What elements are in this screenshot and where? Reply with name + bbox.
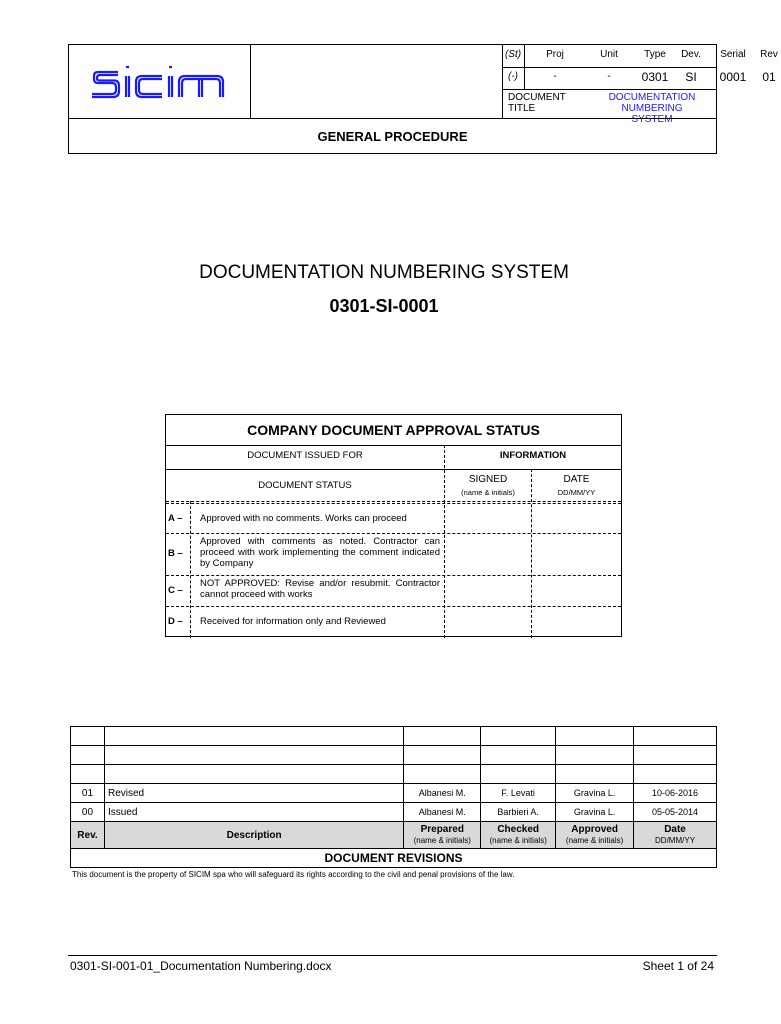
- checked-cell: Barbieri A.: [481, 803, 556, 822]
- code-label-unit: Unit: [600, 49, 618, 60]
- revisions-header-row: [71, 822, 717, 849]
- revision-row: [71, 784, 717, 803]
- approved-header-sub: (name & initials): [565, 836, 624, 845]
- letter-column-divider: [190, 501, 191, 638]
- signed-label: SIGNED: [468, 474, 508, 485]
- row-divider: [166, 533, 621, 534]
- approved-header: [556, 822, 634, 849]
- description-cell: Issued: [104, 803, 403, 822]
- code-value-st: (-): [508, 71, 518, 82]
- code-value-serial: 0001: [719, 70, 747, 84]
- rev-header: [71, 822, 105, 849]
- revisions-grid: [70, 726, 717, 868]
- status-text-a: Approved with no comments. Works can proceed: [200, 513, 407, 524]
- rev-cell: 00: [71, 803, 105, 822]
- property-note: This document is the property of SICIM spa who will safeguard its rights according to the civil and penal provisions of the law.: [72, 870, 515, 879]
- prepared-cell: Albanesi M.: [404, 803, 481, 822]
- status-text-b: Approved with comments as noted. Contractor can proceed with work implementing the comment indicated by Company: [200, 536, 440, 569]
- document-revisions-label: DOCUMENT REVISIONS: [71, 849, 717, 868]
- row-divider: [166, 575, 621, 576]
- code-label-dev: Dev.: [681, 49, 701, 60]
- row-divider: [166, 501, 621, 502]
- rev-cell: [71, 727, 105, 746]
- checked-header-sub: (name & initials): [489, 836, 547, 845]
- footer-divider: [68, 955, 717, 956]
- code-label-proj: Proj: [546, 49, 564, 60]
- rev-cell: [71, 746, 105, 765]
- approved-cell: Gravina L.: [556, 784, 634, 803]
- row-divider: [166, 606, 621, 607]
- approved-header-label: Approved: [571, 824, 618, 835]
- document-code: 0301-SI-0001: [329, 296, 439, 316]
- checked-cell: F. Levati: [481, 784, 556, 803]
- approved-cell: [556, 727, 634, 746]
- code-row-separator: [502, 89, 717, 90]
- date-sublabel: DD/MM/YY: [557, 488, 596, 497]
- code-value-rev: 01: [762, 70, 776, 84]
- row-divider: [166, 503, 621, 504]
- blank-header-cell: [250, 45, 503, 118]
- status-letter-c: C –: [168, 585, 183, 596]
- approved-cell: [556, 765, 634, 784]
- revisions-footer-row: [71, 849, 717, 868]
- prepared-cell: [404, 746, 481, 765]
- revision-row: [71, 803, 717, 822]
- date-header: [634, 822, 717, 849]
- footer-sheet-number: Sheet 1 of 24: [642, 959, 714, 973]
- description-cell: Revised: [104, 784, 403, 803]
- footer-filename: 0301-SI-001-01_Documentation Numbering.docx: [70, 959, 332, 973]
- prepared-cell: [404, 727, 481, 746]
- rev-header-label: Rev.: [77, 829, 98, 841]
- column-divider: [531, 469, 532, 638]
- code-label-st: (St): [504, 49, 522, 60]
- code-value-dev: SI: [685, 70, 697, 84]
- description-cell: [104, 746, 403, 765]
- description-cell: [104, 765, 403, 784]
- revision-row: [71, 727, 717, 746]
- revision-row: [71, 765, 717, 784]
- document-code-grid: [502, 45, 778, 125]
- document-status-label: DOCUMENT STATUS: [258, 480, 352, 491]
- document-title-value: DOCUMENTATION NUMBERING SYSTEM: [608, 92, 696, 125]
- logo-cell: [69, 45, 251, 118]
- code-label-type: Type: [644, 49, 666, 60]
- code-labels-row: [502, 45, 778, 67]
- prepared-header: [404, 822, 481, 849]
- code-values-row: [502, 67, 776, 89]
- rev-cell: [71, 765, 105, 784]
- code-label-serial: Serial: [720, 49, 746, 60]
- prepared-header-label: Prepared: [420, 824, 464, 835]
- status-letter-d: D –: [168, 616, 183, 627]
- revisions-table: [70, 726, 717, 870]
- approved-cell: Gravina L.: [556, 803, 634, 822]
- code-value-proj: -: [553, 71, 557, 82]
- checked-cell: [481, 765, 556, 784]
- checked-header-label: Checked: [497, 824, 540, 835]
- description-cell: [104, 727, 403, 746]
- date-label: DATE: [563, 474, 590, 485]
- general-procedure-label: GENERAL PROCEDURE: [69, 118, 716, 155]
- date-cell: [634, 765, 717, 784]
- description-header-label: Description: [226, 829, 282, 841]
- rev-cell: 01: [71, 784, 105, 803]
- date-cell: 05-05-2014: [634, 803, 717, 822]
- document-header: [68, 44, 778, 154]
- approval-status-title: COMPANY DOCUMENT APPROVAL STATUS: [166, 415, 621, 446]
- date-cell: [634, 746, 717, 765]
- code-value-unit: -: [607, 71, 611, 82]
- code-value-type: 0301: [641, 70, 669, 84]
- date-header-label: Date: [664, 824, 686, 835]
- approved-cell: [556, 746, 634, 765]
- prepared-cell: [404, 765, 481, 784]
- prepared-cell: Albanesi M.: [404, 784, 481, 803]
- document-title-label: DOCUMENT TITLE: [508, 92, 566, 114]
- date-cell: 10-06-2016: [634, 784, 717, 803]
- information-label: INFORMATION: [499, 450, 567, 461]
- document-title: DOCUMENTATION NUMBERING SYSTEM: [199, 262, 569, 283]
- issued-for-label: DOCUMENT ISSUED FOR: [247, 450, 363, 461]
- status-letter-b: B –: [168, 548, 183, 559]
- code-label-rev: Rev: [760, 49, 778, 60]
- approval-status-table: [165, 414, 622, 637]
- checked-header: [481, 822, 556, 849]
- status-text-c: NOT APPROVED: Revise and/or resubmit. Contractor cannot proceed with works: [200, 578, 440, 600]
- checked-cell: [481, 746, 556, 765]
- row-divider: [166, 469, 621, 470]
- status-letter-a: A –: [168, 513, 183, 524]
- revision-row: [71, 746, 717, 765]
- signed-sublabel: (name & initials): [461, 488, 515, 497]
- date-cell: [634, 727, 717, 746]
- status-text-d: Received for information only and Reviewed: [200, 616, 386, 627]
- sicim-logo: [90, 62, 230, 102]
- date-header-sub: DD/MM/YY: [655, 836, 696, 845]
- prepared-header-sub: (name & initials): [413, 836, 471, 845]
- checked-cell: [481, 727, 556, 746]
- description-header: [104, 822, 403, 849]
